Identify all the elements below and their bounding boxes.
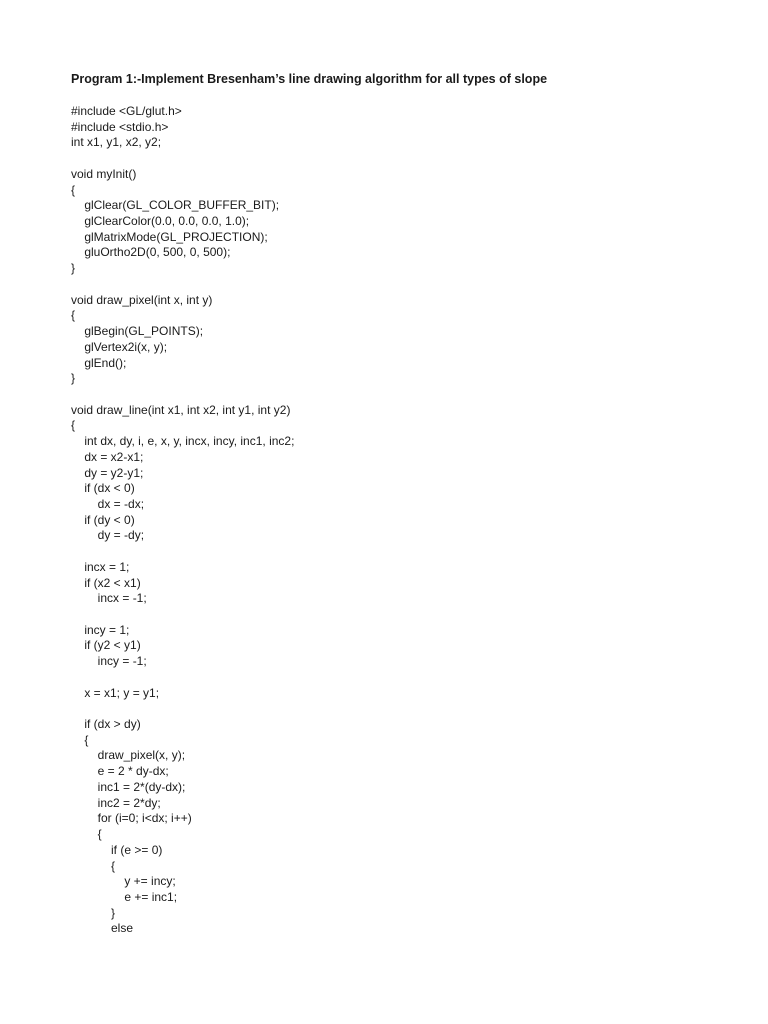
code-line	[71, 387, 294, 403]
code-line: if (y2 < y1)	[71, 638, 141, 653]
code-line: glClearColor(0.0, 0.0, 0.0, 1.0);	[71, 214, 250, 229]
code-line: incy = 1;	[71, 622, 130, 637]
code-line: {	[71, 308, 76, 323]
code-line: inc2 = 2*dy;	[71, 795, 161, 810]
code-line: dx = -dx;	[71, 496, 145, 511]
code-line: }	[71, 905, 116, 920]
code-line: if (e >= 0)	[71, 842, 163, 857]
code-line	[71, 544, 294, 560]
code-line: if (dy < 0)	[71, 512, 135, 527]
code-line: dx = x2-x1;	[71, 449, 144, 464]
code-line: glMatrixMode(GL_PROJECTION);	[71, 229, 268, 244]
document-title: Program 1:-Implement Bresenham’s line drawing algorithm for all types of slope	[71, 72, 548, 86]
code-line: void draw_pixel(int x, int y)	[71, 292, 213, 307]
code-line: x = x1; y = y1;	[71, 685, 160, 700]
code-line: incx = 1;	[71, 559, 130, 574]
code-line: glVertex2i(x, y);	[71, 339, 168, 354]
code-line: {	[71, 858, 116, 873]
code-line	[71, 607, 294, 623]
code-line: }	[71, 371, 76, 386]
code-line: incy = -1;	[71, 654, 147, 669]
code-line	[71, 151, 294, 167]
code-line: gluOrtho2D(0, 500, 0, 500);	[71, 245, 231, 260]
code-line: y += incy;	[71, 874, 176, 889]
code-line: glBegin(GL_POINTS);	[71, 324, 204, 339]
code-line: incx = -1;	[71, 591, 147, 606]
code-line: dy = -dy;	[71, 528, 145, 543]
code-line: else	[71, 921, 134, 936]
code-line	[71, 701, 294, 717]
code-line	[71, 277, 294, 293]
code-line: inc1 = 2*(dy-dx);	[71, 779, 186, 794]
code-line: #include <GL/glut.h>	[71, 104, 182, 118]
code-line: for (i=0; i<dx; i++)	[71, 811, 192, 826]
code-line: void myInit()	[71, 166, 137, 181]
code-line: dy = y2-y1;	[71, 465, 144, 480]
code-line: {	[71, 418, 76, 433]
code-line	[71, 670, 294, 686]
code-line: e += inc1;	[71, 889, 178, 904]
code-line: }	[71, 261, 76, 276]
code-line: #include <stdio.h>	[71, 119, 169, 134]
code-line: glEnd();	[71, 355, 127, 370]
code-line: int x1, y1, x2, y2;	[71, 135, 162, 150]
code-line: {	[71, 732, 89, 747]
code-line: if (dx < 0)	[71, 481, 135, 496]
code-line: glClear(GL_COLOR_BUFFER_BIT);	[71, 198, 280, 213]
code-listing	[71, 104, 294, 937]
code-line: {	[71, 182, 76, 197]
code-line: int dx, dy, i, e, x, y, incx, incy, inc1, inc2;	[71, 434, 295, 449]
code-line: if (dx > dy)	[71, 717, 141, 732]
code-line: void draw_line(int x1, int x2, int y1, int y2)	[71, 402, 291, 417]
code-line: draw_pixel(x, y);	[71, 748, 186, 763]
code-line: {	[71, 827, 102, 842]
code-line: if (x2 < x1)	[71, 575, 141, 590]
code-line: e = 2 * dy-dx;	[71, 764, 169, 779]
